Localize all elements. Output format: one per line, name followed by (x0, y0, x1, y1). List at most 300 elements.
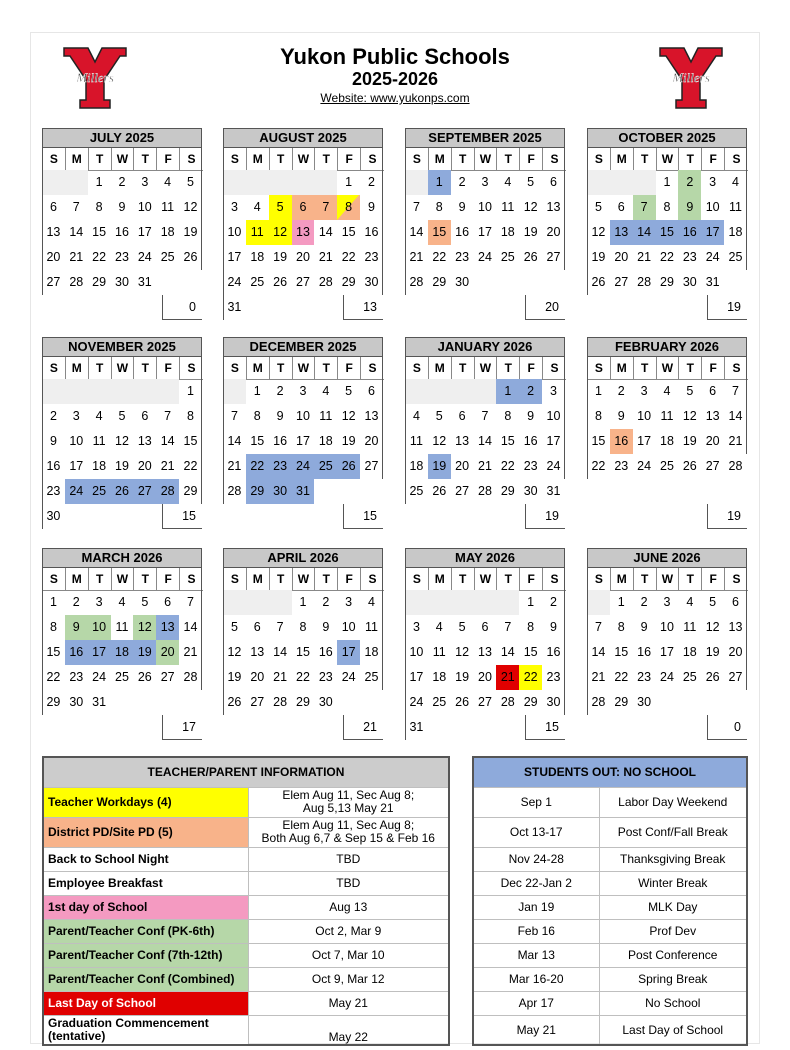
day-number: 19 (273, 250, 288, 264)
day-cell (42, 245, 65, 270)
day-cell (610, 404, 633, 429)
day-cell (519, 245, 542, 270)
day-number: 5 (187, 175, 194, 189)
info-label: District PD/Site PD (5) (43, 817, 248, 847)
day-cell (269, 245, 292, 270)
day-cell (428, 270, 451, 295)
day-cell (542, 379, 565, 404)
day-cell (223, 479, 246, 504)
weekday-label: W (657, 357, 680, 380)
empty-day-cell (269, 590, 292, 615)
day-number: 9 (640, 620, 648, 634)
day-cell (633, 404, 656, 429)
day-number: 8 (617, 620, 625, 634)
day-cell (678, 195, 701, 220)
day-cell (474, 690, 497, 715)
day-cell (314, 640, 337, 665)
weekday-label: S (725, 148, 748, 171)
day-number: 26 (682, 459, 697, 473)
day-cell (65, 195, 88, 220)
empty-day-cell (292, 170, 315, 195)
day-number: 23 (455, 250, 470, 264)
day-cell (542, 170, 565, 195)
day-cell (542, 615, 565, 640)
empty-day-cell (496, 715, 519, 740)
day-number: 22 (92, 250, 107, 264)
weekday-label: T (134, 568, 157, 591)
day-cell (88, 429, 111, 454)
day-number: 26 (273, 275, 288, 289)
day-number: 5 (594, 200, 602, 214)
day-cell (633, 690, 656, 715)
no-school-reason: MLK Day (599, 895, 747, 919)
days-grid (223, 379, 383, 504)
day-number: 7 (732, 384, 739, 398)
day-number: 10 (341, 620, 356, 634)
day-number: 6 (709, 384, 717, 398)
day-cell (314, 220, 337, 245)
day-number: 7 (164, 409, 172, 423)
day-number: 13 (455, 434, 470, 448)
month-calendar (223, 337, 383, 529)
info-value: May 22 (248, 1015, 449, 1045)
day-number: 21 (318, 250, 333, 264)
day-cell (496, 429, 519, 454)
day-cell (678, 379, 701, 404)
day-number: 26 (432, 484, 447, 498)
empty-day-cell (451, 379, 474, 404)
day-number: 30 (46, 509, 61, 523)
empty-day-cell (474, 270, 497, 295)
day-number: 26 (455, 695, 470, 709)
days-grid (42, 590, 202, 715)
day-number: 13 (546, 200, 561, 214)
weekday-label: F (520, 148, 543, 171)
day-number: 12 (273, 225, 288, 239)
weekday-label: T (270, 148, 293, 171)
day-cell (496, 615, 519, 640)
day-cell (474, 245, 497, 270)
month-calendar (587, 337, 747, 529)
weekday-header (587, 357, 747, 379)
day-cell (656, 170, 679, 195)
weekday-label: S (543, 568, 566, 591)
weekday-label: T (497, 568, 520, 591)
empty-day-cell (223, 590, 246, 615)
day-cell (88, 479, 111, 504)
day-number: 28 (273, 695, 288, 709)
day-number: 7 (322, 200, 330, 214)
day-number: 21 (183, 645, 198, 659)
info-row (43, 895, 449, 919)
weekday-label: T (634, 568, 657, 591)
day-cell (405, 270, 428, 295)
day-number: 29 (341, 275, 356, 289)
day-cell (519, 640, 542, 665)
day-number: 6 (550, 175, 557, 189)
day-cell (724, 404, 747, 429)
day-cell (223, 615, 246, 640)
weekday-label: W (293, 357, 316, 380)
day-number: 25 (160, 250, 175, 264)
day-cell (633, 245, 656, 270)
day-cell (405, 245, 428, 270)
day-cell (451, 429, 474, 454)
weekday-label: T (315, 357, 338, 380)
weekday-label: T (270, 357, 293, 380)
day-cell (701, 170, 724, 195)
day-cell (246, 454, 269, 479)
no-school-row (473, 817, 747, 847)
day-number: 8 (504, 409, 512, 423)
day-cell (179, 404, 202, 429)
day-cell (474, 665, 497, 690)
day-number: 20 (250, 670, 265, 684)
day-number: 1 (594, 384, 602, 398)
day-number: 22 (523, 670, 538, 684)
day-cell (701, 270, 724, 295)
day-cell (42, 640, 65, 665)
day-cell (269, 195, 292, 220)
student-days-count: 15 (525, 715, 565, 740)
day-cell (314, 404, 337, 429)
day-number: 9 (322, 620, 330, 634)
day-cell (587, 690, 610, 715)
day-number: 15 (660, 225, 674, 239)
day-number: 25 (115, 670, 129, 684)
day-cell (496, 454, 519, 479)
info-label: 1st day of School (43, 895, 248, 919)
day-cell (133, 429, 156, 454)
day-number: 18 (364, 645, 379, 659)
day-cell (405, 479, 428, 504)
weekday-label: S (361, 148, 384, 171)
weekday-label: M (66, 357, 89, 380)
empty-day-cell (269, 295, 292, 320)
day-number: 1 (345, 175, 353, 189)
teacher-parent-info-table (42, 756, 450, 1046)
month-title: MAY 2026 (405, 548, 565, 568)
day-cell (337, 245, 360, 270)
day-number: 2 (368, 175, 375, 189)
day-cell (451, 615, 474, 640)
day-cell (428, 615, 451, 640)
day-number: 4 (118, 595, 126, 609)
day-number: 11 (660, 409, 674, 423)
day-number: 24 (227, 275, 242, 289)
weekday-label: S (180, 568, 203, 591)
website-link[interactable]: Website: www.yukonps.com (320, 91, 470, 105)
empty-day-cell (314, 295, 337, 320)
day-number: 29 (523, 695, 538, 709)
empty-day-cell (88, 504, 111, 529)
day-number: 4 (322, 384, 330, 398)
day-cell (223, 665, 246, 690)
day-number: 20 (728, 645, 743, 659)
month-title: FEBRUARY 2026 (587, 337, 747, 357)
day-cell (542, 590, 565, 615)
day-cell (360, 404, 383, 429)
empty-day-cell (405, 170, 428, 195)
day-cell (133, 665, 156, 690)
day-cell (42, 270, 65, 295)
no-school-reason: Thanksgiving Break (599, 847, 747, 871)
day-cell (701, 404, 724, 429)
month-title: APRIL 2026 (223, 548, 383, 568)
no-school-row (473, 1015, 747, 1045)
empty-day-cell (246, 295, 269, 320)
day-number: 15 (614, 645, 629, 659)
day-number: 29 (660, 275, 674, 289)
day-number: 18 (409, 459, 424, 473)
day-number: 23 (46, 484, 61, 498)
empty-day-cell (42, 379, 65, 404)
day-number: 7 (640, 200, 648, 214)
day-cell (65, 615, 88, 640)
day-number: 6 (299, 200, 307, 214)
day-number: 25 (432, 695, 447, 709)
day-cell (428, 429, 451, 454)
day-cell (519, 454, 542, 479)
empty-day-cell (223, 170, 246, 195)
day-number: 30 (523, 484, 538, 498)
day-number: 26 (705, 670, 720, 684)
weekday-label: T (89, 568, 112, 591)
day-cell (42, 665, 65, 690)
day-number: 14 (500, 645, 515, 659)
weekday-label: S (406, 568, 429, 591)
day-number: 16 (69, 645, 84, 659)
day-cell (88, 665, 111, 690)
day-cell (179, 245, 202, 270)
day-cell (65, 404, 88, 429)
info-label: Parent/Teacher Conf (Combined) (43, 967, 248, 991)
day-number: 16 (318, 645, 333, 659)
day-cell (724, 429, 747, 454)
day-number: 12 (705, 620, 720, 634)
day-cell (292, 640, 315, 665)
weekday-header (42, 148, 202, 170)
weekday-header (223, 568, 383, 590)
day-number: 22 (614, 670, 629, 684)
day-cell (451, 640, 474, 665)
day-cell (314, 665, 337, 690)
day-cell (179, 429, 202, 454)
day-cell (65, 270, 88, 295)
day-cell (246, 690, 269, 715)
day-cell (474, 429, 497, 454)
day-cell (519, 429, 542, 454)
day-cell (587, 429, 610, 454)
day-cell (678, 590, 701, 615)
weekday-label: W (112, 148, 135, 171)
day-cell (678, 640, 701, 665)
day-cell (223, 429, 246, 454)
day-number: 14 (637, 225, 652, 239)
day-cell (405, 615, 428, 640)
day-number: 16 (364, 225, 379, 239)
day-number: 17 (409, 670, 424, 684)
day-number: 21 (69, 250, 84, 264)
no-school-table (472, 756, 748, 1046)
day-cell (405, 195, 428, 220)
day-cell (133, 479, 156, 504)
day-number: 11 (501, 200, 515, 214)
day-number: 23 (115, 250, 129, 264)
day-number: 27 (478, 695, 492, 709)
day-cell (223, 270, 246, 295)
weekday-label: S (725, 568, 748, 591)
day-cell (314, 590, 337, 615)
day-cell (678, 615, 701, 640)
day-number: 5 (141, 595, 149, 609)
student-days-count: 0 (707, 715, 747, 740)
empty-day-cell (360, 479, 383, 504)
empty-day-cell (246, 170, 269, 195)
day-cell (88, 454, 111, 479)
month-title: AUGUST 2025 (223, 128, 383, 148)
day-cell (678, 429, 701, 454)
day-cell (360, 220, 383, 245)
empty-day-cell (292, 295, 315, 320)
day-cell (656, 640, 679, 665)
day-cell (88, 270, 111, 295)
weekday-label: S (224, 568, 247, 591)
info-row (43, 967, 449, 991)
day-number: 16 (46, 459, 61, 473)
day-number: 27 (46, 275, 61, 289)
day-cell (724, 379, 747, 404)
empty-day-cell (724, 690, 747, 715)
day-number: 2 (640, 595, 648, 609)
no-school-date: Nov 24-28 (473, 847, 599, 871)
day-number: 3 (95, 595, 103, 609)
day-number: 21 (500, 670, 515, 684)
info-row (43, 919, 449, 943)
day-cell (65, 220, 88, 245)
day-cell (111, 590, 134, 615)
day-cell (111, 170, 134, 195)
day-cell (405, 640, 428, 665)
day-number: 7 (412, 200, 420, 214)
day-number: 15 (250, 434, 265, 448)
info-row (43, 943, 449, 967)
no-school-row (473, 919, 747, 943)
day-cell (610, 640, 633, 665)
student-days-count: 19 (707, 504, 747, 529)
day-number: 2 (72, 595, 80, 609)
day-cell (451, 479, 474, 504)
day-number: 9 (368, 200, 375, 214)
day-cell (292, 429, 315, 454)
day-number: 12 (115, 434, 129, 448)
day-number: 22 (341, 250, 356, 264)
day-cell (542, 404, 565, 429)
day-cell (269, 404, 292, 429)
day-number: 13 (364, 409, 379, 423)
day-number: 5 (230, 620, 238, 634)
day-cell (42, 220, 65, 245)
day-number: 10 (478, 200, 492, 214)
no-school-reason: Post Conference (599, 943, 747, 967)
empty-day-cell (656, 690, 679, 715)
day-number: 16 (682, 225, 697, 239)
day-number: 18 (432, 670, 447, 684)
empty-day-cell (133, 690, 156, 715)
day-number: 1 (435, 175, 443, 189)
day-cell (179, 454, 202, 479)
day-number: 30 (318, 695, 333, 709)
day-cell (269, 665, 292, 690)
day-number: 23 (637, 670, 652, 684)
day-cell (111, 270, 134, 295)
day-cell (314, 379, 337, 404)
day-cell (610, 429, 633, 454)
day-number: 18 (500, 225, 515, 239)
day-cell (633, 270, 656, 295)
day-number: 1 (187, 384, 194, 398)
day-cell (65, 245, 88, 270)
day-number: 22 (183, 459, 198, 473)
day-cell (292, 615, 315, 640)
weekday-label: S (543, 357, 566, 380)
empty-day-cell (678, 690, 701, 715)
day-number: 16 (523, 434, 538, 448)
day-number: 14 (318, 225, 333, 239)
day-number: 4 (368, 595, 375, 609)
day-number: 24 (546, 459, 561, 473)
day-cell (179, 665, 202, 690)
weekday-label: S (224, 357, 247, 380)
day-number: 19 (432, 459, 447, 473)
day-cell (88, 690, 111, 715)
empty-day-cell (111, 504, 134, 529)
no-school-reason: Winter Break (599, 871, 747, 895)
day-cell (246, 245, 269, 270)
no-school-date: Oct 13-17 (473, 817, 599, 847)
day-number: 2 (322, 595, 330, 609)
day-number: 23 (69, 670, 84, 684)
day-number: 21 (728, 434, 743, 448)
day-cell (223, 220, 246, 245)
day-number: 17 (137, 225, 152, 239)
day-cell (292, 590, 315, 615)
day-number: 22 (591, 459, 606, 473)
day-cell (519, 590, 542, 615)
day-cell (428, 454, 451, 479)
empty-day-cell (610, 170, 633, 195)
weekday-label: F (702, 357, 725, 380)
empty-day-cell (724, 270, 747, 295)
day-number: 5 (118, 409, 126, 423)
day-number: 20 (46, 250, 61, 264)
no-school-date: Mar 16-20 (473, 967, 599, 991)
no-school-row (473, 787, 747, 817)
empty-day-cell (587, 590, 610, 615)
day-cell (724, 245, 747, 270)
month-title: JUNE 2026 (587, 548, 747, 568)
day-cell (542, 245, 565, 270)
day-number: 9 (686, 200, 694, 214)
day-cell (496, 220, 519, 245)
day-cell (179, 170, 202, 195)
day-number: 13 (705, 409, 720, 423)
day-cell (337, 640, 360, 665)
day-number: 28 (409, 275, 424, 289)
day-cell (656, 404, 679, 429)
day-cell (451, 665, 474, 690)
day-number: 10 (705, 200, 720, 214)
